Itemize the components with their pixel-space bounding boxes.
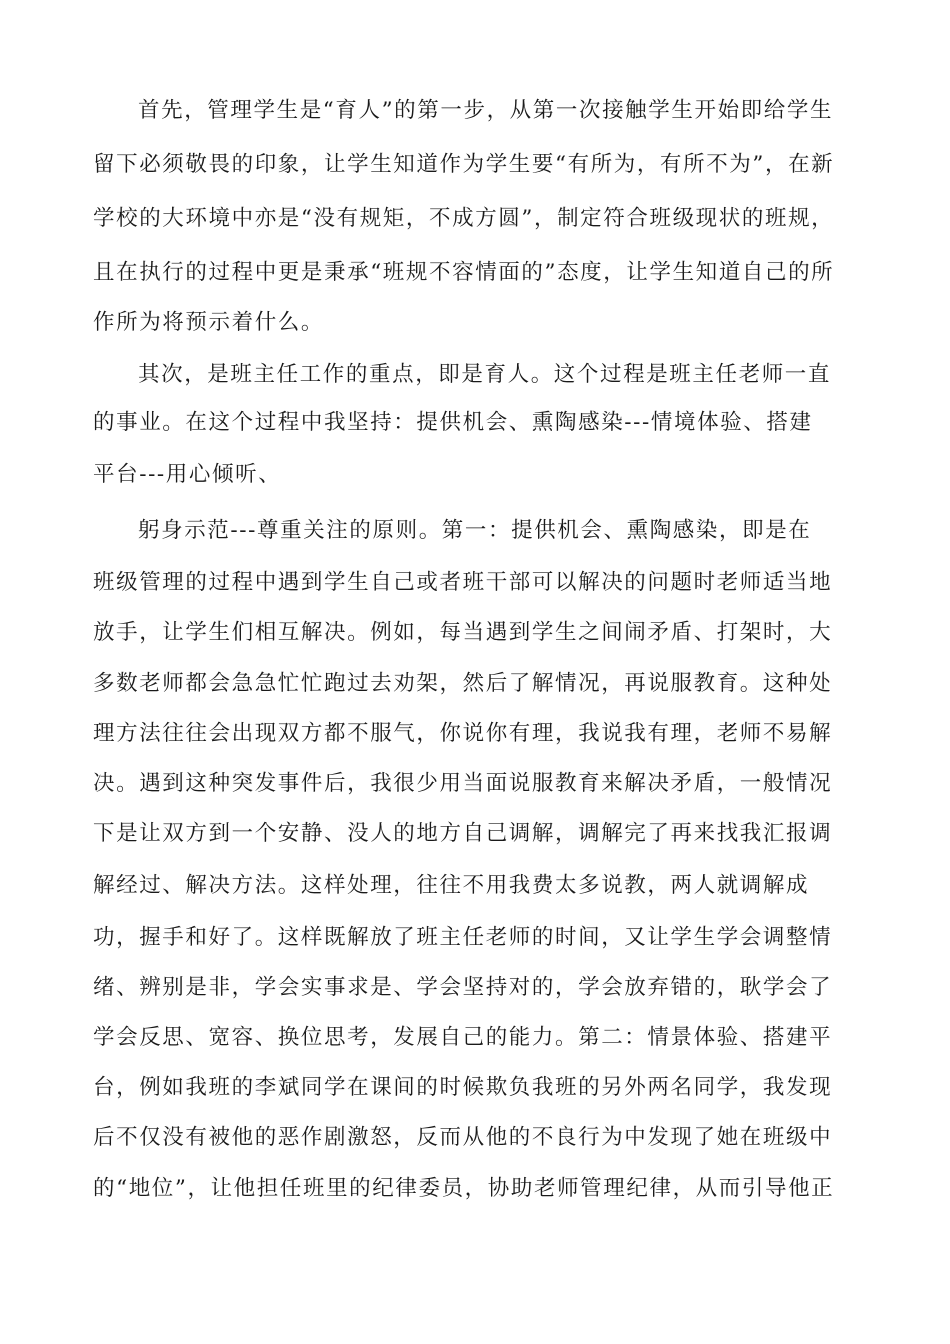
text-line: 解经过、解决方法。这样处理，往往不用我费太多说教，两人就调解成 [93,873,810,898]
text-line: 留下必须敬畏的印象，让学生知道作为学生要“有所为，有所不为”，在新 [93,152,835,177]
text-line: 学校的大环境中亦是“没有规矩，不成方圆”，制定符合班级现状的班规， [93,206,835,231]
text-line: 平台---用心倾听、 [93,462,282,487]
text-line: 放手，让学生们相互解决。例如，每当遇到学生之间闹矛盾、打架时，大 [93,620,833,645]
text-line: 作所为将预示着什么。 [93,310,325,335]
text-line: 首先，管理学生是“育人”的第一步，从第一次接触学生开始即给学生 [138,98,834,123]
text-line: 的“地位”，让他担任班里的纪律委员，协助老师管理纪律，从而引导他正 [93,1176,835,1201]
text-line: 后不仅没有被他的恶作剧激怒，反而从他的不良行为中发现了她在班级中 [93,1125,833,1150]
text-line: 班级管理的过程中遇到学生自己或者班干部可以解决的问题时老师适当地 [93,570,833,595]
text-line: 决。遇到这种突发事件后，我很少用当面说服教育来解决矛盾，一般情况 [93,771,833,796]
text-line: 下是让双方到一个安静、没人的地方自己调解，调解完了再来找我汇报调 [93,821,833,846]
text-line: 绪、辨别是非，学会实事求是、学会坚持对的，学会放弃错的，耿学会了 [93,975,833,1000]
text-line: 功，握手和好了。这样既解放了班主任老师的时间，又让学生学会调整情 [93,925,833,950]
text-line: 其次，是班主任工作的重点，即是育人。这个过程是班主任老师一直 [138,362,832,387]
text-line: 的事业。在这个过程中我坚持：提供机会、熏陶感染---情境体验、搭建 [93,410,813,435]
text-line: 台，例如我班的李斌同学在课间的时候欺负我班的另外两名同学，我发现 [93,1075,833,1100]
text-line: 且在执行的过程中更是秉承“班规不容情面的”态度，让学生知道自己的所 [93,260,835,285]
text-line: 多数老师都会急急忙忙跑过去劝架，然后了解情况，再说服教育。这种处 [93,671,833,696]
text-line: 学会反思、宽容、换位思考，发展自己的能力。第二：情景体验、搭建平 [93,1025,833,1050]
text-line: 躬身示范---尊重关注的原则。第一：提供机会、熏陶感染，即是在 [138,518,812,543]
text-line: 理方法往往会出现双方都不服气，你说你有理，我说我有理，老师不易解 [93,721,833,746]
